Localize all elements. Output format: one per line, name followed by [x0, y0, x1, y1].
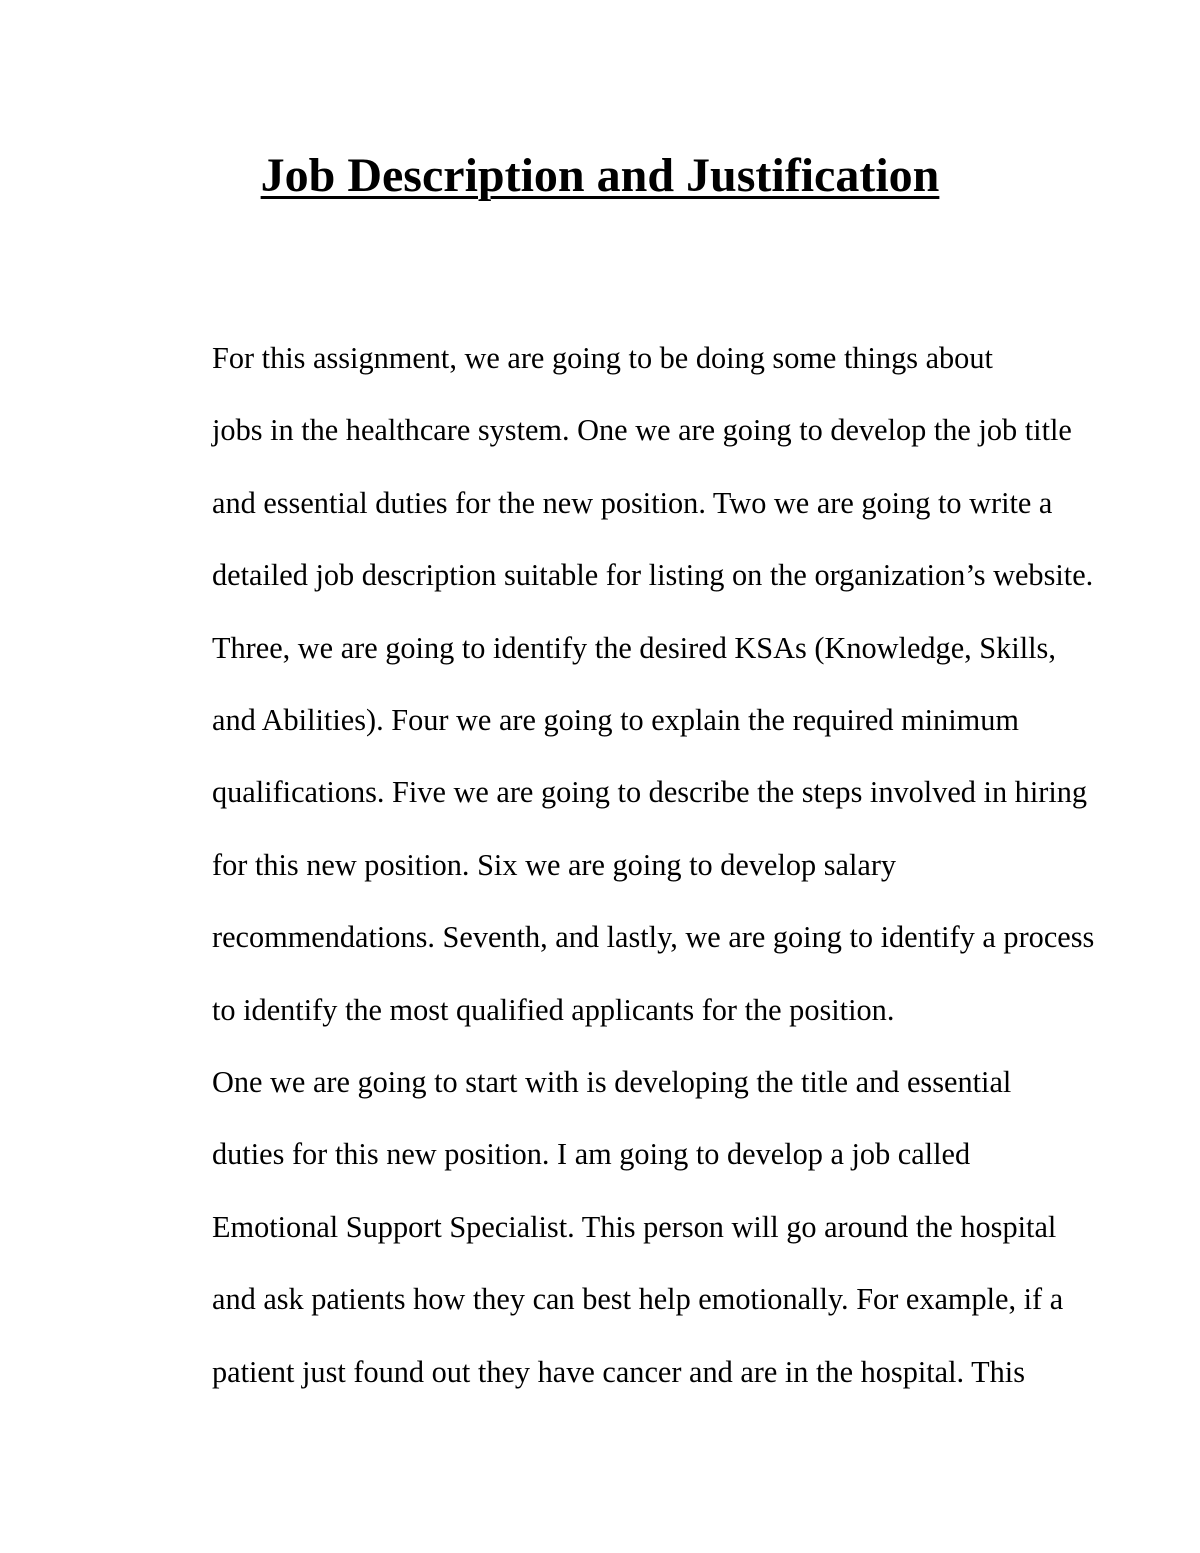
- text-line: qualifications. Five we are going to describe the steps involved in hiring: [212, 775, 1088, 810]
- text-line: to identify the most qualified applicants for the position.: [212, 992, 895, 1027]
- text-line: duties for this new position. I am going to develop a job called: [212, 1137, 971, 1172]
- text-line: and ask patients how they can best help emotionally. For example, if a: [212, 1282, 1064, 1317]
- text-line: For this assignment, we are going to be doing some things about: [212, 341, 993, 375]
- text-line: Emotional Support Specialist. This person will go around the hospital: [212, 1209, 1057, 1244]
- paragraph-intro: [140, 322, 1095, 1046]
- text-line: and Abilities). Four we are going to explain the required minimum: [212, 703, 1019, 738]
- paragraph-job-title: [140, 1046, 1062, 1408]
- text-line: One we are going to start with is developing the title and essential: [212, 1065, 1012, 1100]
- text-line: detailed job description suitable for listing on the organization’s website.: [212, 558, 1094, 593]
- text-line: and essential duties for the new position. Two we are going to write a: [212, 485, 1053, 520]
- text-line: patient just found out they have cancer and are in the hospital. This: [212, 1354, 1026, 1389]
- document-body: [140, 322, 1095, 1408]
- text-line: for this new position. Six we are going to develop salary: [212, 847, 897, 882]
- text-line: recommendations. Seventh, and lastly, we are going to identify a process: [212, 920, 1095, 955]
- text-line: jobs in the healthcare system. One we are going to develop the job title: [212, 413, 1072, 448]
- document-title: Job Description and Justification: [260, 149, 940, 202]
- text-line: Three, we are going to identify the desired KSAs (Knowledge, Skills,: [212, 630, 1056, 665]
